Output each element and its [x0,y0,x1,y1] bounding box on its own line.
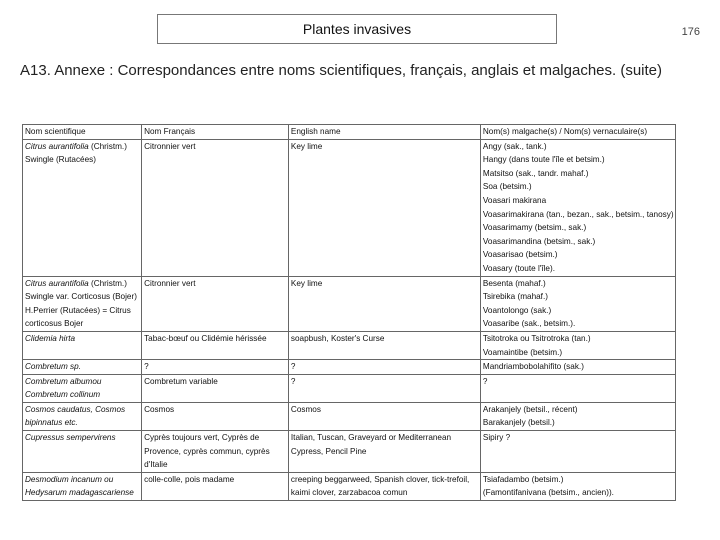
malagasy-name: Hangy (dans toute l'île et betsim.) [482,155,605,165]
cell-malagasy-names [480,331,675,359]
table-row [23,360,676,375]
scientific-name-italic: Combretum albumou Combretum collinum [25,376,102,400]
table-row [23,374,676,402]
table-row [23,472,676,500]
scientific-name-italic: Citrus aurantifolia [25,278,89,288]
malagasy-name: Voasarimamy (betsim., sak.) [482,223,587,233]
malagasy-name: Voantolongo (sak.) [482,305,552,315]
malagasy-name: Barakanjely (betsil.) [482,418,555,428]
cell-scientific-name [23,139,142,276]
cell-english-name: creeping beggarweed, Spanish clover, tick-trefoil, kaimi clover, zarzabacoa comun [288,472,480,500]
cell-scientific-name [23,276,142,331]
cell-malagasy-names [480,402,675,430]
malagasy-name: Mandriambobolahifito (sak.) [482,362,584,372]
cell-english-name: soapbush, Koster's Curse [288,331,480,359]
cell-french-name: Combretum variable [142,374,289,402]
cell-scientific-name [23,402,142,430]
column-header: Nom scientifique [23,125,142,140]
cell-french-name: ? [142,360,289,375]
malagasy-name: Besenta (mahaf.) [482,278,546,288]
scientific-name-authority: (Christm.) Swingle (Rutacées) [25,141,127,165]
malagasy-name: Tsiafadambo (betsim.) [482,474,564,484]
cell-french-name: colle-colle, pois madame [142,472,289,500]
correspondence-table [22,124,676,501]
cell-malagasy-names [480,374,675,402]
cell-english-name: Key lime [288,139,480,276]
cell-scientific-name [23,331,142,359]
malagasy-name: Tsirebika (mahaf.) [482,292,548,302]
malagasy-name: (Famontifanivana (betsim., ancien)). [482,488,614,498]
scientific-name-italic: Clidemia hirta [25,333,76,343]
cell-malagasy-names [480,472,675,500]
page-number: 176 [681,26,700,38]
cell-french-name: Tabac-bœuf ou Clidémie hérissée [142,331,289,359]
scientific-name-authority: (Christm.) Swingle var. Corticosus (Bojer) H.Perrier (Rutacées) = Citrus corticosus Bojer [25,278,137,329]
cell-scientific-name [23,374,142,402]
table-row [23,139,676,276]
cell-english-name: ? [288,374,480,402]
malagasy-name: Voamaintibe (betsim.) [482,347,563,357]
malagasy-name: ? [482,376,488,386]
cell-scientific-name [23,360,142,375]
cell-english-name: ? [288,360,480,375]
cell-english-name: Cosmos [288,402,480,430]
scientific-name-italic: Citrus aurantifolia [25,141,89,151]
column-header: Nom(s) malgache(s) / Nom(s) vernaculaire(s) [480,125,675,140]
table-row [23,331,676,359]
cell-malagasy-names [480,360,675,375]
cell-malagasy-names [480,431,675,473]
scientific-name-italic: Combretum sp. [25,362,81,372]
cell-english-name: Italian, Tuscan, Graveyard or Mediterranean Cypress, Pencil Pine [288,431,480,473]
scientific-name-italic: Desmodium incanum ou Hedysarum madagascariense [25,474,134,498]
malagasy-name: Voasari makirana [482,195,547,205]
malagasy-name: Tsitotroka ou Tsitrotroka (tan.) [482,333,591,343]
page-header-title: Plantes invasives [157,14,557,44]
column-header: English name [288,125,480,140]
cell-english-name: Key lime [288,276,480,331]
cell-scientific-name [23,472,142,500]
table-row [23,402,676,430]
table-row [23,276,676,331]
cell-french-name: Citronnier vert [142,139,289,276]
cell-french-name: Citronnier vert [142,276,289,331]
malagasy-name: Voasarimandina (betsim., sak.) [482,236,596,246]
malagasy-name: Arakanjely (betsil., récent) [482,404,578,414]
malagasy-name: Matsitso (sak., tandr. mahaf.) [482,168,589,178]
cell-malagasy-names [480,276,675,331]
scientific-name-italic: Cupressus sempervirens [25,433,116,443]
annex-heading: A13. Annexe : Correspondances entre noms scientifiques, français, anglais et malgaches. (suite) [20,62,663,79]
malagasy-name: Voasarimakirana (tan., bezan., sak., betsim., tanosy) [482,209,674,219]
cell-french-name: Cosmos [142,402,289,430]
malagasy-name: Voasaribe (sak., betsim.). [482,319,576,329]
malagasy-name: Angy (sak., tank.) [482,141,547,151]
cell-french-name: Cyprès toujours vert, Cyprès de Provence, cyprès commun, cyprès d'Italie [142,431,289,473]
table-header-row [23,125,676,140]
scientific-name-italic: Cosmos caudatus, Cosmos bipinnatus etc. [25,404,126,428]
cell-malagasy-names [480,139,675,276]
malagasy-name: Sipiry ? [482,433,511,443]
cell-scientific-name [23,431,142,473]
malagasy-name: Voasarisao (betsim.) [482,250,558,260]
malagasy-name: Voasary (toute l'île). [482,263,555,273]
column-header: Nom Français [142,125,289,140]
malagasy-name: Soa (betsim.) [482,182,532,192]
table-row [23,431,676,473]
